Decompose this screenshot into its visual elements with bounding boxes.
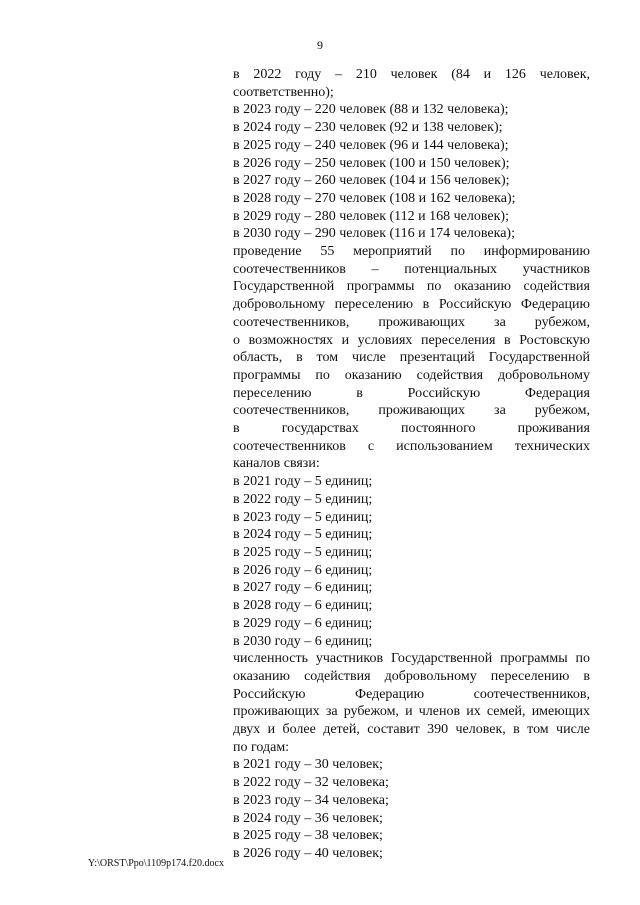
text-line: в 2021 году – 5 единиц; <box>233 474 373 490</box>
text-line: в 2024 году – 5 единиц; <box>233 527 373 543</box>
text-line: соотечественников, проживающих за рубежом, <box>233 403 590 419</box>
text-line: программы по оказанию содействия добровольному <box>233 367 590 383</box>
text-line: в 2026 году – 250 человек (100 и 150 человек); <box>233 155 510 171</box>
text-line: о возможностях и условиях переселения в Ростовскую <box>233 332 590 348</box>
text-line: в 2028 году – 270 человек (108 и 162 человека); <box>233 190 516 206</box>
page-number: 9 <box>317 38 323 52</box>
text-line: соотечественников, проживающих за рубежом, <box>233 314 590 330</box>
text-line: в 2022 году – 210 человек (84 и 126 человек, <box>233 67 590 82</box>
text-line: в 2029 году – 280 человек (112 и 168 человек); <box>233 208 509 224</box>
text-line: в 2025 году – 240 человек (96 и 144 человека); <box>233 137 509 153</box>
text-line: оказанию содействия добровольному переселению в <box>233 668 590 684</box>
text-line: в 2025 году – 38 человек; <box>233 828 383 844</box>
text-line: проведение 55 мероприятий по информированию <box>233 244 590 260</box>
text-line: в 2030 году – 6 единиц; <box>233 633 373 649</box>
text-line: численность участников Государственной программы по <box>233 651 590 667</box>
document-body <box>233 66 590 863</box>
text-line: в 2023 году – 220 человек (88 и 132 человека); <box>233 102 509 118</box>
footer-file-path: Y:\ORST\Ppo\1109p174.f20.docx <box>88 858 224 869</box>
text-line: в 2027 году – 260 человек (104 и 156 человек); <box>233 173 510 189</box>
text-line: в 2022 году – 32 человека; <box>233 775 389 791</box>
text-line: Российскую Федерацию соотечественников, <box>233 686 590 702</box>
text-line: каналов связи: <box>233 456 320 472</box>
text-line: соотечественников с использованием технических <box>233 438 590 454</box>
text-line: в государствах постоянного проживания <box>233 421 590 437</box>
text-line: в 2025 году – 5 единиц; <box>233 544 373 560</box>
text-line: в 2026 году – 40 человек; <box>233 845 383 861</box>
text-line: в 2021 году – 30 человек; <box>233 757 383 773</box>
text-line: в 2023 году – 34 человека; <box>233 792 389 808</box>
text-line: в 2023 году – 5 единиц; <box>233 509 373 525</box>
text-line: проживающих за рубежом, и членов их семей, имеющих <box>233 704 590 720</box>
text-line: двух и более детей, составит 390 человек, в том числе <box>233 722 590 738</box>
text-line: добровольному переселению в Российскую Федерацию <box>233 297 590 313</box>
text-line: в 2026 году – 6 единиц; <box>233 562 373 578</box>
text-line: Государственной программы по оказанию содействия <box>233 279 590 295</box>
text-line: в 2022 году – 5 единиц; <box>233 491 373 507</box>
text-line: в 2024 году – 36 человек; <box>233 810 383 826</box>
text-line: в 2029 году – 6 единиц; <box>233 615 373 631</box>
text-line: в 2024 году – 230 человек (92 и 138 человек); <box>233 120 503 136</box>
text-line: переселению в Российскую Федерация <box>233 385 590 401</box>
text-line: по годам: <box>233 739 290 755</box>
text-line: соответственно); <box>233 84 334 100</box>
text-line: в 2030 году – 290 человек (116 и 174 человека); <box>233 226 515 242</box>
text-line: в 2028 году – 6 единиц; <box>233 598 373 614</box>
text-line: в 2027 году – 6 единиц; <box>233 580 373 596</box>
text-line: соотечественников – потенциальных участников <box>233 261 590 277</box>
text-line: область, в том числе презентаций Государственной <box>233 350 590 366</box>
